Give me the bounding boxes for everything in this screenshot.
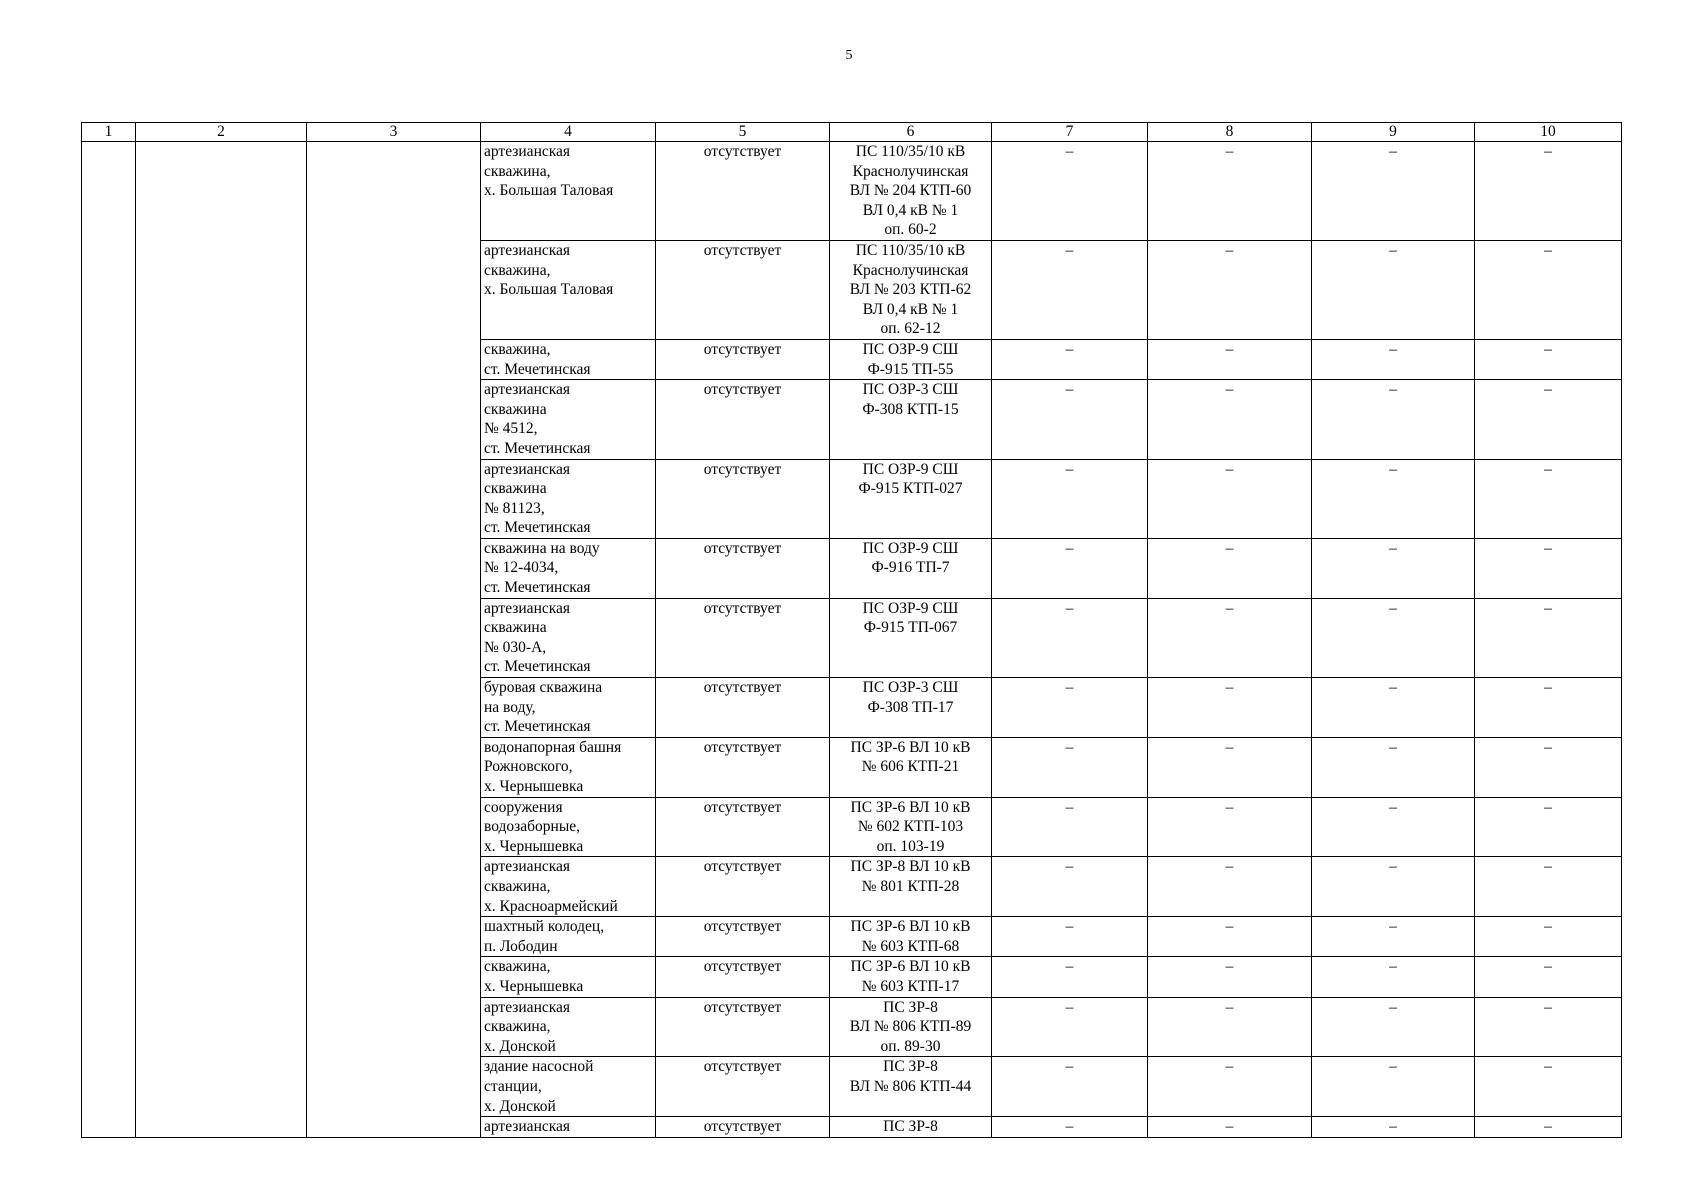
power-source-cell bbox=[830, 678, 992, 738]
status-cell: отсутствует bbox=[656, 957, 830, 997]
object-name-line: х. Чернышевка bbox=[484, 778, 584, 795]
dash-cell: – bbox=[1148, 857, 1312, 917]
object-name-line: скважина, bbox=[484, 1018, 551, 1036]
column-header: 2 bbox=[136, 123, 307, 142]
status-cell: отсутствует bbox=[656, 240, 830, 339]
object-name-line: артезианская bbox=[484, 858, 571, 876]
object-name-line: х. Чернышевка bbox=[484, 837, 584, 855]
object-name-cell bbox=[481, 240, 656, 339]
status-cell: отсутствует bbox=[656, 1117, 830, 1138]
object-name-cell bbox=[481, 917, 656, 957]
power-source-line: № 801 КТП-28 bbox=[861, 877, 960, 895]
status-cell: отсутствует bbox=[656, 598, 830, 677]
power-source-line: Краснолучинская bbox=[852, 162, 969, 180]
header-row bbox=[82, 123, 1622, 142]
object-name-cell bbox=[481, 1117, 656, 1138]
power-source-line: Ф-915 ТП-067 bbox=[863, 619, 958, 637]
object-name-line: водонапорная башня bbox=[484, 738, 622, 756]
dash-cell: – bbox=[992, 598, 1148, 677]
dash-cell: – bbox=[1312, 339, 1475, 379]
object-name-line: ст. Мечетинская bbox=[484, 519, 591, 537]
power-source-cell bbox=[830, 797, 992, 857]
status-cell: отсутствует bbox=[656, 380, 830, 459]
dash-cell: – bbox=[1148, 678, 1312, 738]
dash-cell: – bbox=[1148, 1117, 1312, 1138]
dash-cell: – bbox=[1312, 917, 1475, 957]
object-name-cell bbox=[481, 997, 656, 1057]
object-name-cell bbox=[481, 380, 656, 459]
object-name-cell bbox=[481, 538, 656, 598]
power-source-cell bbox=[830, 598, 992, 677]
status-cell: отсутствует bbox=[656, 857, 830, 917]
power-source-cell bbox=[830, 240, 992, 339]
dash-cell: – bbox=[1475, 678, 1622, 738]
status-cell: отсутствует bbox=[656, 538, 830, 598]
object-name-line: водозаборные, bbox=[484, 818, 581, 836]
object-name-cell bbox=[481, 957, 656, 997]
dash-cell: – bbox=[1148, 380, 1312, 459]
power-source-line: ПС ЗР-8 ВЛ 10 кВ bbox=[850, 858, 971, 876]
power-source-line: ВЛ № 806 КТП-44 bbox=[849, 1077, 972, 1095]
power-source-line: ПС ОЗР-9 СШ bbox=[862, 539, 959, 557]
column-header: 4 bbox=[481, 123, 656, 142]
object-name-line: здание насосной bbox=[484, 1058, 594, 1076]
object-name-line: х. Донской bbox=[484, 1037, 556, 1055]
power-source-line: ПС ЗР-6 ВЛ 10 кВ bbox=[850, 798, 971, 816]
dash-cell: – bbox=[1148, 1057, 1312, 1117]
dash-cell: – bbox=[1475, 1057, 1622, 1117]
status-cell: отсутствует bbox=[656, 917, 830, 957]
column-header: 7 bbox=[992, 123, 1148, 142]
power-source-line: ПС ОЗР-3 СШ bbox=[862, 381, 959, 399]
object-name-cell bbox=[481, 797, 656, 857]
object-name-line: № 81123, bbox=[484, 499, 545, 517]
merged-empty-cell bbox=[136, 142, 307, 1138]
dash-cell: – bbox=[1312, 459, 1475, 538]
object-name-line: артезианская bbox=[484, 143, 571, 160]
object-name-line: № 12-4034, bbox=[484, 559, 559, 577]
dash-cell: – bbox=[992, 538, 1148, 598]
dash-cell: – bbox=[1312, 678, 1475, 738]
dash-cell: – bbox=[1475, 917, 1622, 957]
object-name-line: артезианская bbox=[484, 1118, 571, 1136]
column-header: 1 bbox=[82, 123, 136, 142]
object-name-cell bbox=[481, 1057, 656, 1117]
object-name-line: скважина bbox=[484, 400, 547, 418]
dash-cell: – bbox=[992, 737, 1148, 797]
dash-cell: – bbox=[1148, 917, 1312, 957]
power-source-line: ВЛ № 806 КТП-89 bbox=[849, 1018, 972, 1036]
dash-cell: – bbox=[1148, 339, 1312, 379]
table-body bbox=[82, 142, 1622, 1138]
power-source-cell bbox=[830, 857, 992, 917]
dash-cell: – bbox=[1475, 598, 1622, 677]
power-source-line: оп. 62-12 bbox=[880, 320, 941, 338]
object-name-line: станции, bbox=[484, 1077, 542, 1095]
dash-cell: – bbox=[992, 857, 1148, 917]
power-source-line: № 603 КТП-17 bbox=[861, 977, 960, 995]
object-name-line: № 030-А, bbox=[484, 638, 547, 656]
object-name-line: сооружения bbox=[484, 798, 563, 816]
dash-cell: – bbox=[992, 997, 1148, 1057]
power-source-line: Ф-308 ТП-17 bbox=[867, 698, 954, 716]
column-header: 3 bbox=[307, 123, 481, 142]
dash-cell: – bbox=[1475, 957, 1622, 997]
column-header: 10 bbox=[1475, 123, 1622, 142]
object-name-cell bbox=[481, 857, 656, 917]
object-name-cell bbox=[481, 339, 656, 379]
power-source-cell bbox=[830, 459, 992, 538]
dash-cell: – bbox=[1475, 459, 1622, 538]
dash-cell: – bbox=[1148, 538, 1312, 598]
power-source-line: № 603 КТП-68 bbox=[861, 937, 960, 955]
column-header: 9 bbox=[1312, 123, 1475, 142]
power-source-cell bbox=[830, 380, 992, 459]
object-name-line: буровая скважина bbox=[484, 679, 603, 697]
dash-cell: – bbox=[1475, 737, 1622, 797]
dash-cell: – bbox=[1148, 459, 1312, 538]
object-name-line: скважина, bbox=[484, 877, 551, 895]
power-source-cell bbox=[830, 538, 992, 598]
object-name-line: ст. Мечетинская bbox=[484, 439, 591, 457]
dash-cell: – bbox=[1312, 240, 1475, 339]
object-name-line: на воду, bbox=[484, 698, 536, 716]
dash-cell: – bbox=[1475, 380, 1622, 459]
dash-cell: – bbox=[1148, 598, 1312, 677]
status-cell: отсутствует bbox=[656, 737, 830, 797]
power-source-line: ПС ЗР-8 bbox=[883, 998, 938, 1016]
power-source-line: ВЛ 0,4 кВ № 1 bbox=[862, 300, 959, 318]
status-cell: отсутствует bbox=[656, 459, 830, 538]
object-name-line: № 4512, bbox=[484, 420, 538, 438]
object-name-cell bbox=[481, 598, 656, 677]
dash-cell: – bbox=[1312, 997, 1475, 1057]
power-source-line: оп. 60-2 bbox=[884, 221, 937, 239]
object-name-line: скважина, bbox=[484, 958, 551, 976]
status-cell: отсутствует bbox=[656, 678, 830, 738]
object-name-cell bbox=[481, 678, 656, 738]
power-source-line: оп. 103-19 bbox=[876, 837, 945, 855]
object-name-line: артезианская bbox=[484, 381, 571, 399]
data-table bbox=[81, 122, 1622, 1138]
table-row bbox=[82, 142, 1622, 241]
object-name-line: х. Донской bbox=[484, 1097, 556, 1115]
dash-cell: – bbox=[1312, 142, 1475, 241]
status-cell: отсутствует bbox=[656, 997, 830, 1057]
object-name-line: х. Большая Таловая bbox=[484, 281, 614, 299]
dash-cell: – bbox=[1475, 997, 1622, 1057]
dash-cell: – bbox=[992, 339, 1148, 379]
dash-cell: – bbox=[1312, 737, 1475, 797]
power-source-line: № 606 КТП-21 bbox=[861, 758, 960, 776]
dash-cell: – bbox=[1475, 142, 1622, 241]
power-source-cell bbox=[830, 917, 992, 957]
power-source-line: ПС ЗР-8 bbox=[883, 1058, 938, 1076]
object-name-line: х. Чернышевка bbox=[484, 977, 584, 995]
dash-cell: – bbox=[992, 1117, 1148, 1138]
dash-cell: – bbox=[1148, 240, 1312, 339]
object-name-line: х. Красноармейский bbox=[484, 897, 618, 915]
dash-cell: – bbox=[992, 957, 1148, 997]
dash-cell: – bbox=[1312, 1117, 1475, 1138]
dash-cell: – bbox=[992, 917, 1148, 957]
power-source-cell bbox=[830, 1117, 992, 1138]
merged-empty-cell bbox=[307, 142, 481, 1138]
power-source-cell bbox=[830, 142, 992, 241]
power-source-line: Ф-915 ТП-55 bbox=[867, 360, 954, 378]
dash-cell: – bbox=[1475, 538, 1622, 598]
object-name-cell bbox=[481, 142, 656, 241]
power-source-line: Ф-915 КТП-027 bbox=[858, 480, 963, 498]
power-source-line: ПС ОЗР-9 СШ bbox=[862, 340, 959, 358]
power-source-cell bbox=[830, 339, 992, 379]
dash-cell: – bbox=[1312, 598, 1475, 677]
dash-cell: – bbox=[1148, 737, 1312, 797]
object-name-line: шахтный колодец, bbox=[484, 918, 605, 936]
power-source-line: Ф-916 ТП-7 bbox=[871, 559, 950, 577]
object-name-line: Рожновского, bbox=[484, 758, 573, 776]
dash-cell: – bbox=[992, 1057, 1148, 1117]
dash-cell: – bbox=[1312, 380, 1475, 459]
power-source-cell bbox=[830, 737, 992, 797]
object-name-line: артезианская bbox=[484, 599, 571, 617]
dash-cell: – bbox=[1475, 240, 1622, 339]
object-name-line: артезианская bbox=[484, 241, 571, 259]
status-cell: отсутствует bbox=[656, 142, 830, 241]
power-source-line: ПС ЗР-8 bbox=[883, 1118, 938, 1136]
dash-cell: – bbox=[1148, 142, 1312, 241]
dash-cell: – bbox=[992, 797, 1148, 857]
object-name-line: ст. Мечетинская bbox=[484, 718, 591, 736]
object-name-line: скважина, bbox=[484, 261, 551, 279]
dash-cell: – bbox=[992, 142, 1148, 241]
dash-cell: – bbox=[992, 240, 1148, 339]
object-name-line: скважина bbox=[484, 619, 547, 637]
object-name-line: х. Большая Таловая bbox=[484, 182, 614, 200]
power-source-line: ВЛ № 204 КТП-60 bbox=[849, 182, 972, 200]
dash-cell: – bbox=[1312, 1057, 1475, 1117]
power-source-line: оп. 89-30 bbox=[880, 1037, 941, 1055]
power-source-line: ПС ОЗР-9 СШ bbox=[862, 599, 959, 617]
power-source-line: ПС ОЗР-9 СШ bbox=[862, 460, 959, 478]
column-header: 6 bbox=[830, 123, 992, 142]
object-name-line: артезианская bbox=[484, 998, 571, 1016]
dash-cell: – bbox=[1312, 538, 1475, 598]
status-cell: отсутствует bbox=[656, 797, 830, 857]
dash-cell: – bbox=[1148, 957, 1312, 997]
power-source-line: ПС ЗР-6 ВЛ 10 кВ bbox=[850, 918, 971, 936]
dash-cell: – bbox=[1475, 857, 1622, 917]
object-name-line: п. Лободин bbox=[484, 937, 558, 955]
dash-cell: – bbox=[992, 380, 1148, 459]
power-source-line: ПС ОЗР-3 СШ bbox=[862, 679, 959, 697]
dash-cell: – bbox=[1148, 797, 1312, 857]
status-cell: отсутствует bbox=[656, 339, 830, 379]
power-source-line: ПС 110/35/10 кВ bbox=[855, 241, 966, 259]
power-source-line: ВЛ № 203 КТП-62 bbox=[849, 281, 972, 299]
dash-cell: – bbox=[992, 678, 1148, 738]
object-name-line: скважина, bbox=[484, 162, 551, 180]
object-name-line: скважина на воду bbox=[484, 539, 600, 557]
column-header: 5 bbox=[656, 123, 830, 142]
object-name-line: скважина, bbox=[484, 340, 551, 358]
object-name-line: ст. Мечетинская bbox=[484, 658, 591, 676]
dash-cell: – bbox=[1148, 997, 1312, 1057]
dash-cell: – bbox=[992, 459, 1148, 538]
dash-cell: – bbox=[1475, 797, 1622, 857]
merged-empty-cell bbox=[82, 142, 136, 1138]
power-source-line: ПС 110/35/10 кВ bbox=[855, 143, 966, 160]
dash-cell: – bbox=[1312, 957, 1475, 997]
dash-cell: – bbox=[1475, 339, 1622, 379]
object-name-cell bbox=[481, 459, 656, 538]
power-source-cell bbox=[830, 957, 992, 997]
power-source-cell bbox=[830, 1057, 992, 1117]
power-source-line: Краснолучинская bbox=[852, 261, 969, 279]
object-name-line: скважина bbox=[484, 480, 547, 498]
power-source-line: ВЛ 0,4 кВ № 1 bbox=[862, 201, 959, 219]
dash-cell: – bbox=[1475, 1117, 1622, 1138]
page-number: 5 bbox=[845, 48, 853, 63]
object-name-line: артезианская bbox=[484, 460, 571, 478]
power-source-line: ПС ЗР-6 ВЛ 10 кВ bbox=[850, 738, 971, 756]
column-header: 8 bbox=[1148, 123, 1312, 142]
power-source-line: № 602 КТП-103 bbox=[857, 818, 964, 836]
dash-cell: – bbox=[1312, 857, 1475, 917]
object-name-cell bbox=[481, 737, 656, 797]
status-cell: отсутствует bbox=[656, 1057, 830, 1117]
power-source-line: Ф-308 КТП-15 bbox=[862, 400, 959, 418]
object-name-line: ст. Мечетинская bbox=[484, 579, 591, 597]
dash-cell: – bbox=[1312, 797, 1475, 857]
power-source-cell bbox=[830, 997, 992, 1057]
power-source-line: ПС ЗР-6 ВЛ 10 кВ bbox=[850, 958, 971, 976]
object-name-line: ст. Мечетинская bbox=[484, 360, 591, 378]
